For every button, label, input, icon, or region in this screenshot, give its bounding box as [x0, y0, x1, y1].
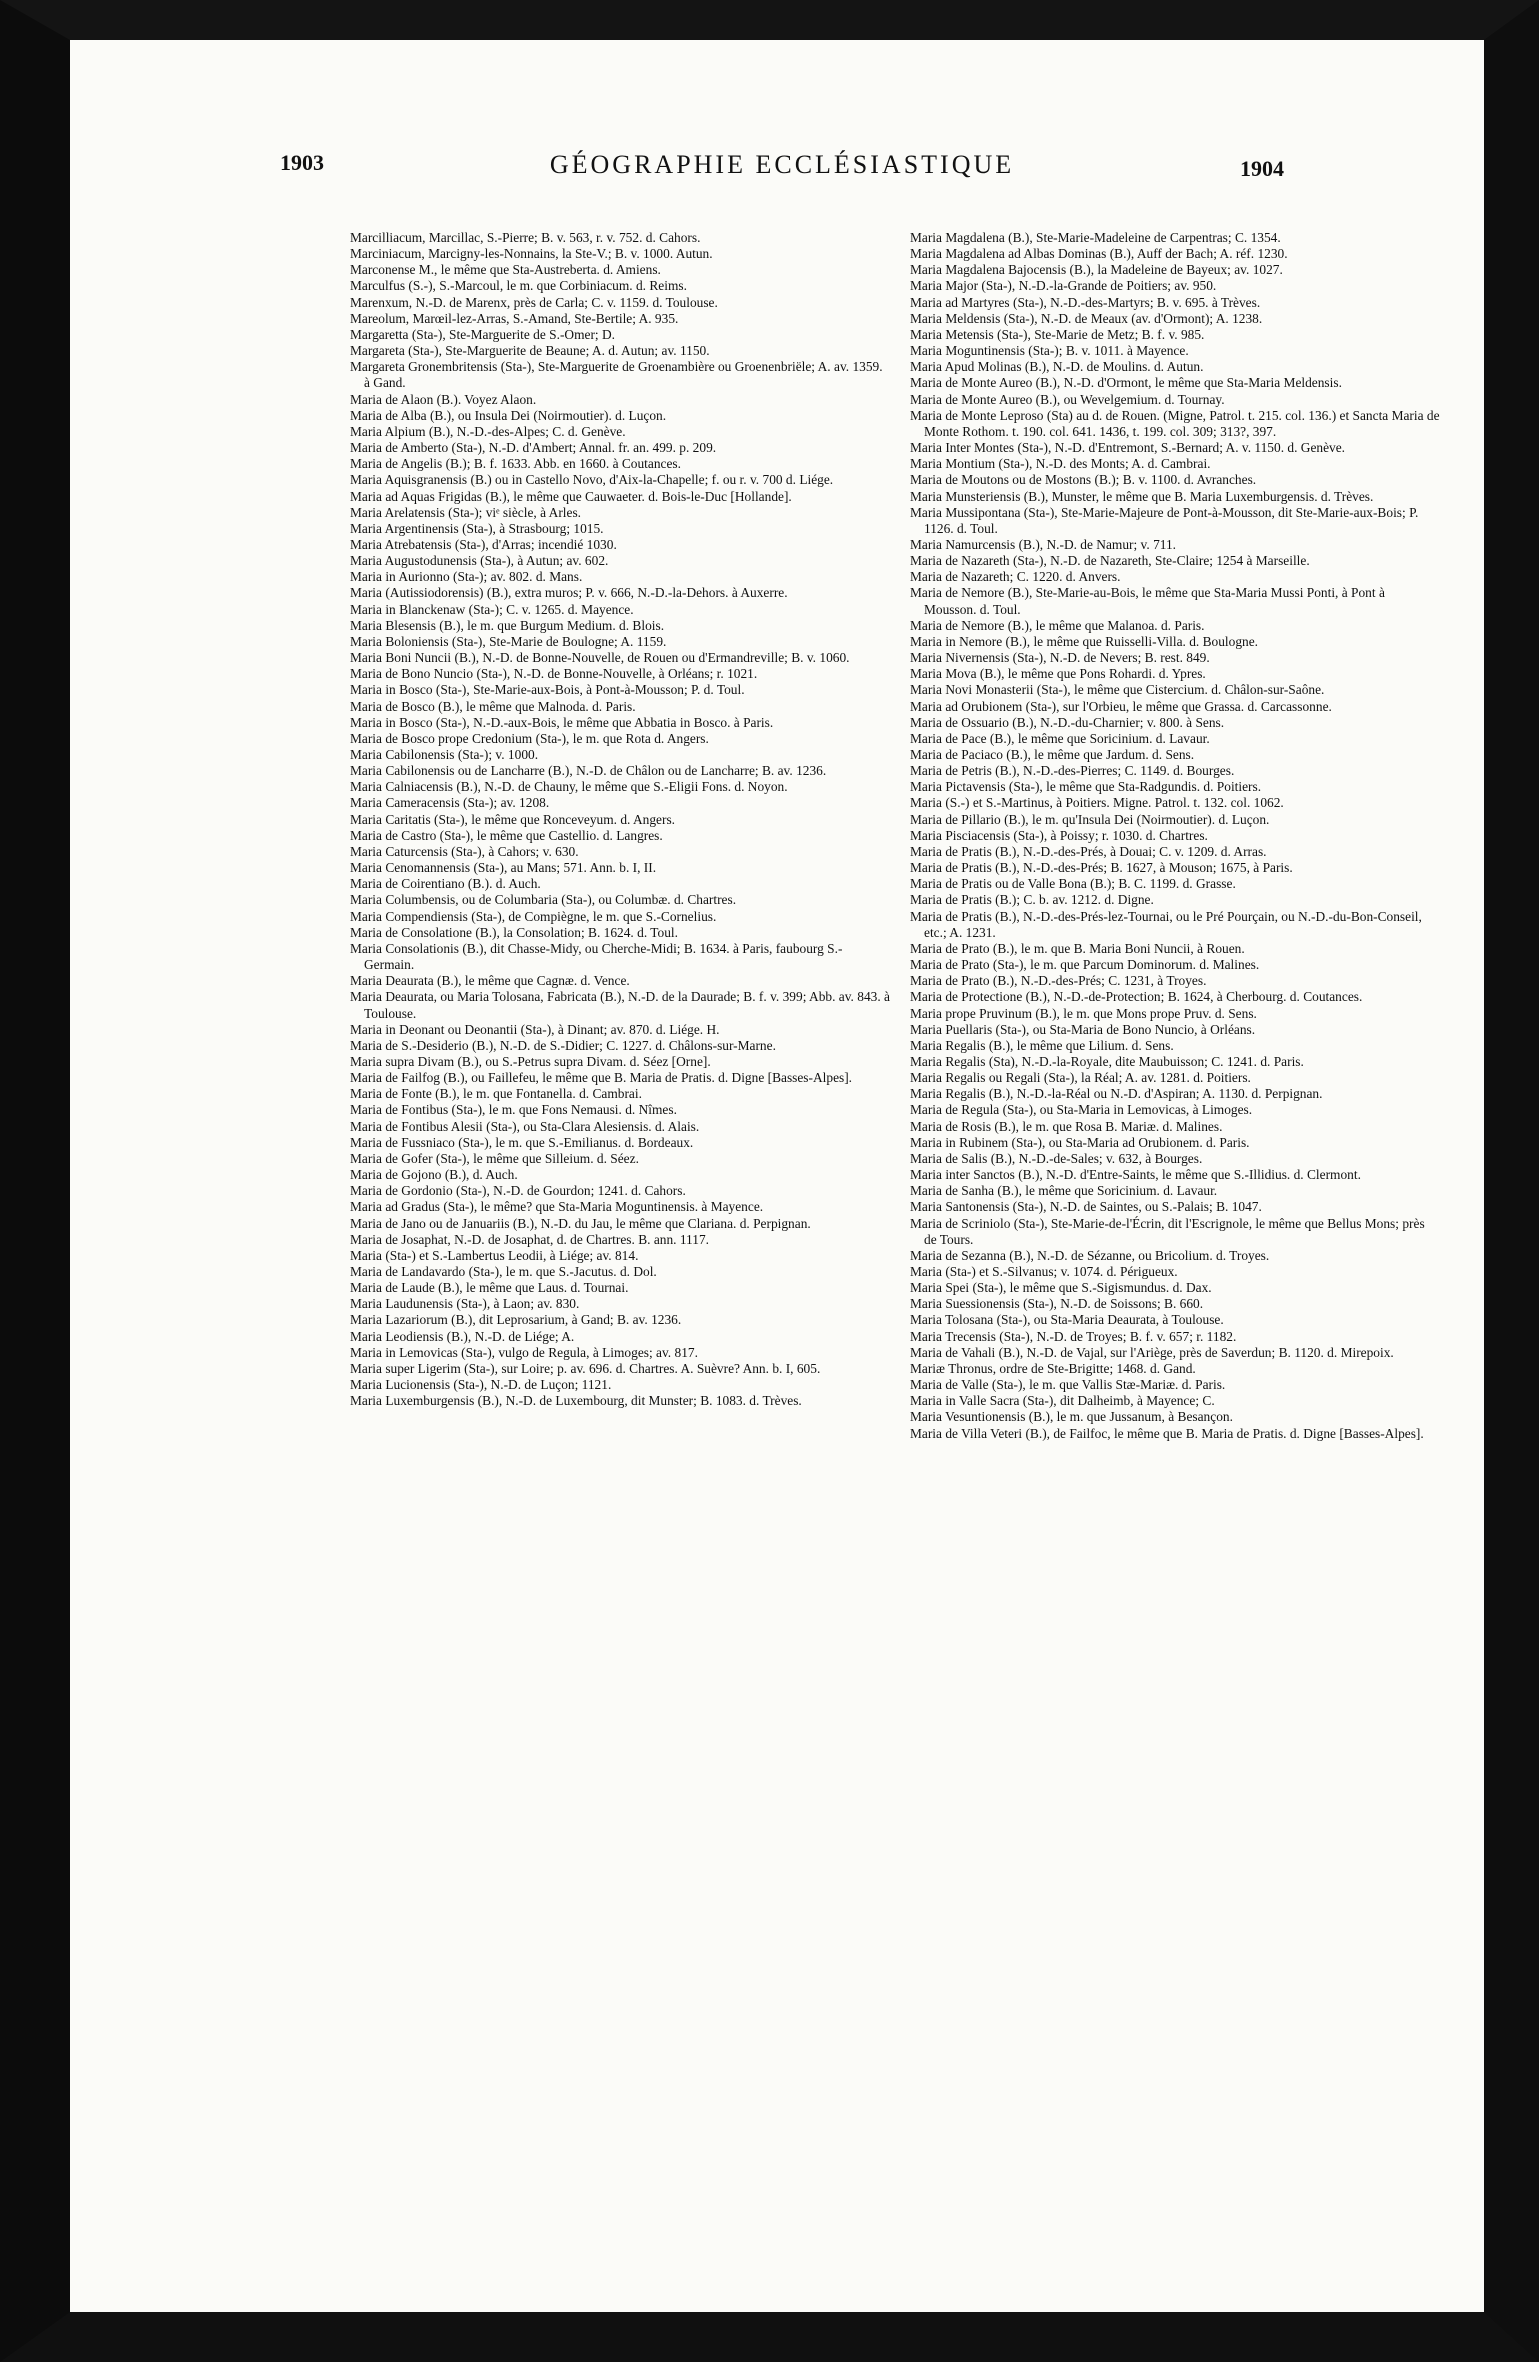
dictionary-entry: Maria Deaurata, ou Maria Tolosana, Fabricata (B.), N.-D. de la Daurade; B. f. v. 399; Abb. av. 843. à Toulouse. — [350, 989, 890, 1021]
dictionary-entry: Maria Cabilonensis (Sta-); v. 1000. — [350, 747, 539, 762]
dictionary-entry: Maria de Failfog (B.), ou Faillefeu, le même que B. Maria de Pratis. d. Digne [Basses-Alpes]. — [350, 1070, 853, 1086]
dictionary-entry: Maria Cabilonensis ou de Lancharre (B.), N.-D. de Châlon ou de Lancharre; B. av. 1236. — [350, 763, 827, 779]
dictionary-entry: Mareolum, Marœil-lez-Arras, S.-Amand, Ste-Bertile; A. 935. — [350, 310, 679, 326]
dictionary-entry: Maria Namurcensis (B.), N.-D. de Namur; v. 711. — [910, 536, 1177, 552]
dictionary-entry: Margareta Gronembritensis (Sta-), Ste-Marguerite de Groenambière ou Groenenbriële; A. av. 1359. à Gand. — [350, 359, 883, 391]
dictionary-entry: Maria Suessionensis (Sta-), N.-D. de Soissons; B. 660. — [910, 1296, 1204, 1312]
dictionary-entry: Maria Consolationis (B.), dit Chasse-Midy, ou Cherche-Midi; B. 1634. à Paris, faubourg S.-Germain. — [350, 940, 843, 973]
dictionary-entry: Maria de Prato (Sta-), le m. que Parcum Dominorum. d. Malines. — [910, 957, 1260, 973]
dictionary-entry: Maria de Gofer (Sta-), le même que Silleium. d. Séez. — [350, 1150, 639, 1166]
dictionary-entry: Marcilliacum, Marcillac, S.-Pierre; B. v. 563, r. v. 752. d. Cahors. — [350, 230, 701, 245]
dictionary-entry: Maria de Fussniaco (Sta-), le m. que S.-Emilianus. d. Bordeaux. — [350, 1134, 694, 1150]
dictionary-entry: Maria Boloniensis (Sta-), Ste-Marie de Boulogne; A. 1159. — [350, 633, 667, 649]
dictionary-entry: Marconense M., le même que Sta-Austreberta. d. Amiens. — [350, 262, 661, 278]
dictionary-entry: Margaretta (Sta-), Ste-Marguerite de S.-Omer; D. — [350, 326, 616, 342]
dictionary-entry: Maria Inter Montes (Sta-), N.-D. d'Entremont, S.-Bernard; A. v. 1150. d. Genève. — [910, 440, 1346, 456]
dictionary-entry: Maria Puellaris (Sta-), ou Sta-Maria de Bono Nuncio, à Orléans. — [910, 1021, 1256, 1037]
dictionary-entry: Maria Mova (B.), le même que Pons Rohardi. d. Ypres. — [910, 666, 1206, 682]
dictionary-entry: Maria in Nemore (B.), le même que Ruisselli-Villa. d. Boulogne. — [910, 633, 1259, 649]
dictionary-entry: Maria Lucionensis (Sta-), N.-D. de Luçon; 1121. — [350, 1377, 612, 1393]
dictionary-entry: Maria de Pratis ou de Valle Bona (B.); B. C. 1199. d. Grasse. — [910, 876, 1236, 892]
page-number-left: 1903 — [280, 150, 324, 175]
dictionary-entry: Maria Blesensis (B.), le m. que Burgum Medium. d. Blois. — [350, 617, 665, 633]
dictionary-entry: Mariæ Thronus, ordre de Ste-Brigitte; 1468. d. Gand. — [910, 1360, 1196, 1376]
dictionary-entry: Maria Pictavensis (Sta-), le même que Sta-Radgundis. d. Poitiers. — [910, 779, 1262, 795]
dictionary-entry: Maria Munsteriensis (B.), Munster, le même que B. Maria Luxemburgensis. d. Trèves. — [910, 488, 1374, 504]
dictionary-entry: Maria Magdalena Bajocensis (B.), la Madeleine de Bayeux; av. 1027. — [910, 262, 1283, 278]
dictionary-entry: Maria de Laude (B.), le même que Laus. d. Tournai. — [350, 1280, 629, 1296]
dictionary-entry: Maria de Fonte (B.), le m. que Fontanella. d. Cambrai. — [350, 1086, 642, 1102]
dictionary-entry: Maria in Aurionno (Sta-); av. 802. d. Mans. — [350, 569, 583, 585]
dictionary-entry: Margareta (Sta-), Ste-Marguerite de Beaune; A. d. Autun; av. 1150. — [350, 343, 710, 359]
running-title: GÉOGRAPHIE ECCLÉSIASTIQUE — [549, 150, 1015, 179]
dictionary-entry: Maria de Pratis (B.), N.-D.-des-Prés; B. 1627, à Mouson; 1675, à Paris. — [910, 860, 1293, 876]
dictionary-entry: Maria de Valle (Sta-), le m. que Vallis Stæ-Mariæ. d. Paris. — [910, 1377, 1226, 1393]
dictionary-entry: Maria de Fontibus Alesii (Sta-), ou Sta-Clara Alesiensis. d. Alais. — [350, 1118, 700, 1134]
dictionary-entry: Maria Spei (Sta-), le même que S.-Sigismundus. d. Dax. — [910, 1280, 1212, 1296]
left-column — [350, 230, 890, 1409]
dictionary-entry: Maria Metensis (Sta-), Ste-Marie de Metz; B. f. v. 985. — [910, 326, 1205, 342]
dictionary-entry: Maria de Nazareth; C. 1220. d. Anvers. — [910, 569, 1121, 585]
dictionary-entry: Maria Magdalena ad Albas Dominas (B.), Auff der Bach; A. réf. 1230. — [910, 246, 1288, 262]
dictionary-entry: Maria de Bosco (B.), le même que Malnoda. d. Paris. — [350, 698, 636, 714]
dictionary-entry: Maria ad Gradus (Sta-), le même? que Sta-Maria Moguntinensis. à Mayence. — [350, 1199, 764, 1215]
dictionary-entry: Maria de Bono Nuncio (Sta-), N.-D. de Bonne-Nouvelle, à Orléans; r. 1021. — [350, 666, 758, 682]
dictionary-entry: Maria de S.-Desiderio (B.), N.-D. de S.-Didier; C. 1227. d. Châlons-sur-Marne. — [350, 1037, 776, 1053]
dictionary-entry: Maria de Pratis (B.), N.-D.-des-Prés-lez-Tournai, ou le Pré Pourçain, ou N.-D.-du-Bon-Conseil, etc.; A. 1231. — [910, 908, 1422, 940]
dictionary-entry: Maria ad Aquas Frigidas (B.), le même que Cauwaeter. d. Bois-le-Duc [Hollande]. — [350, 488, 792, 504]
dictionary-entry: Marenxum, N.-D. de Marenx, près de Carla; C. v. 1159. d. Toulouse. — [350, 294, 718, 310]
dictionary-entry: Maria in Bosco (Sta-), Ste-Marie-aux-Bois, à Pont-à-Mousson; P. d. Toul. — [350, 682, 745, 698]
page-number-right: 1904 — [1240, 156, 1284, 181]
dictionary-entry: Maria de Monte Leproso (Sta) au d. de Rouen. (Migne, Patrol. t. 215. col. 136.) et Sancta Maria de Monte Rothom. t. 190. col. 641. 1436, t. 199. col. 309; 313?, 397. — [910, 407, 1440, 439]
dictionary-entry: Maria Luxemburgensis (B.), N.-D. de Luxembourg, dit Munster; B. 1083. d. Trèves. — [350, 1393, 802, 1409]
dictionary-entry: Maria (Sta-) et S.-Silvanus; v. 1074. d. Périgueux. — [910, 1264, 1178, 1279]
dictionary-entry: Maria de Nemore (B.), Ste-Marie-au-Bois, le même que Sta-Maria Mussi Ponti, à Pont à Mousson. d. Toul. — [910, 585, 1385, 617]
dictionary-entry: Maria (Sta-) et S.-Lambertus Leodii, à Liége; av. 814. — [350, 1247, 639, 1263]
dictionary-entry: Maria in Bosco (Sta-), N.-D.-aux-Bois, le même que Abbatia in Bosco. à Paris. — [350, 714, 774, 730]
dictionary-entry: Maria de Alba (B.), ou Insula Dei (Noirmoutier). d. Luçon. — [350, 407, 667, 423]
dictionary-entry: Maria Laudunensis (Sta-), à Laon; av. 830. — [350, 1296, 580, 1312]
dictionary-entry: Maria Compendiensis (Sta-), de Compiègne, le m. que S.-Cornelius. — [350, 908, 717, 924]
dictionary-entry: Maria de Alaon (B.). Voyez Alaon. — [350, 391, 537, 407]
dictionary-entry: Maria de Consolatione (B.), la Consolation; B. 1624. d. Toul. — [350, 924, 678, 940]
dictionary-entry: Maria de Sanha (B.), le même que Soricinium. d. Lavaur. — [910, 1183, 1218, 1199]
dictionary-entry: Maria de Gojono (B.), d. Auch. — [350, 1167, 518, 1183]
dictionary-entry: Maria Atrebatensis (Sta-), d'Arras; incendié 1030. — [350, 536, 617, 552]
dictionary-entry: Maria Major (Sta-), N.-D.-la-Grande de Poitiers; av. 950. — [910, 278, 1217, 294]
dictionary-entry: Maria de Castro (Sta-), le même que Castellio. d. Langres. — [350, 827, 663, 843]
dictionary-entry: Maria Tolosana (Sta-), ou Sta-Maria Deaurata, à Toulouse. — [910, 1312, 1224, 1328]
dictionary-entry: Maria de Rosis (B.), le m. que Rosa B. Mariæ. d. Malines. — [910, 1118, 1223, 1134]
dictionary-entry: Maria Regalis (B.), N.-D.-la-Réal ou N.-D. d'Aspiran; A. 1130. d. Perpignan. — [910, 1086, 1323, 1102]
dictionary-entry: Maria Cameracensis (Sta-); av. 1208. — [350, 795, 550, 811]
dictionary-entry: Maria Calniacensis (B.), N.-D. de Chauny, le même que S.-Eligii Fons. d. Noyon. — [350, 779, 788, 795]
dictionary-entry: Maria de Pillario (B.), le m. qu'Insula Dei (Noirmoutier). d. Luçon. — [910, 811, 1270, 827]
dictionary-entry: Maria supra Divam (B.), ou S.-Petrus supra Divam. d. Séez [Orne]. — [350, 1053, 711, 1069]
dictionary-entry: Maria in Deonant ou Deonantii (Sta-), à Dinant; av. 870. d. Liége. H. — [350, 1021, 720, 1037]
dictionary-entry: Maria de Vahali (B.), N.-D. de Vajal, sur l'Ariège, près de Saverdun; B. 1120. d. Mirepoix. — [910, 1344, 1394, 1360]
dictionary-entry: Maria in Valle Sacra (Sta-), dit Dalheimb, à Mayence; C. — [910, 1393, 1215, 1409]
dictionary-entry: Maria Meldensis (Sta-), N.-D. de Meaux (av. d'Ormont); A. 1238. — [910, 310, 1263, 326]
dictionary-entry: Maria de Monte Aureo (B.), ou Wevelgemium. d. Tournay. — [910, 391, 1225, 407]
dictionary-entry: Maria Argentinensis (Sta-), à Strasbourg; 1015. — [350, 520, 604, 536]
dictionary-entry: Maria (S.-) et S.-Martinus, à Poitiers. Migne. Patrol. t. 132. col. 1062. — [910, 795, 1284, 811]
dictionary-entry: Maria Mussipontana (Sta-), Ste-Marie-Majeure de Pont-à-Mousson, dit Ste-Marie-aux-Bois; P. 1126. d. Toul. — [910, 504, 1419, 536]
dictionary-entry: Maria de Gordonio (Sta-), N.-D. de Gourdon; 1241. d. Cahors. — [350, 1183, 686, 1199]
dictionary-entry: Maria Vesuntionensis (B.), le m. que Jussanum, à Besançon. — [910, 1409, 1233, 1425]
dictionary-entry: Maria de Pratis (B.); C. b. av. 1212. d. Digne. — [910, 892, 1154, 908]
dictionary-entry: Maria de Nemore (B.), le même que Malanoa. d. Paris. — [910, 617, 1205, 633]
dictionary-entry: Maria ad Martyres (Sta-), N.-D.-des-Martyrs; B. v. 695. à Trèves. — [910, 294, 1261, 310]
dictionary-entry: Maria Regalis ou Regali (Sta-), la Réal; A. av. 1281. d. Poitiers. — [910, 1070, 1251, 1086]
dictionary-entry: Maria de Jano ou de Januariis (B.), N.-D. du Jau, le même que Clariana. d. Perpignan. — [350, 1215, 811, 1231]
dictionary-entry: Marculfus (S.-), S.-Marcoul, le m. que Corbiniacum. d. Reims. — [350, 278, 687, 294]
page-header — [280, 150, 1284, 200]
dictionary-entry: Maria Regalis (B.), le même que Lilium. d. Sens. — [910, 1037, 1174, 1053]
dictionary-entry: Maria de Scriniolo (Sta-), Ste-Marie-de-l'Écrin, dit l'Escrignole, le même que Bellus Mons; près de Tours. — [910, 1215, 1425, 1247]
dictionary-entry: Maria de Salis (B.), N.-D.-de-Sales; v. 632, à Bourges. — [910, 1150, 1203, 1166]
dictionary-entry: Maria de Regula (Sta-), ou Sta-Maria in Lemovicas, à Limoges. — [910, 1102, 1253, 1118]
dictionary-entry: Maria de Villa Veteri (B.), de Failfoc, le même que B. Maria de Pratis. d. Digne [Basses-Alpes]. — [910, 1425, 1424, 1441]
dictionary-entry: Maria de Pratis (B.), N.-D.-des-Prés, à Douai; C. v. 1209. d. Arras. — [910, 843, 1267, 859]
dictionary-entry: Maria Caritatis (Sta-), le même que Ronceveyum. d. Angers. — [350, 811, 676, 827]
dictionary-entry: Maria de Monte Aureo (B.), N.-D. d'Ormont, le même que Sta-Maria Meldensis. — [910, 375, 1342, 391]
dictionary-entry: Maria de Josaphat, N.-D. de Josaphat, d. de Chartres. B. ann. 1117. — [350, 1231, 709, 1247]
dictionary-entry: Maria Regalis (Sta), N.-D.-la-Royale, dite Maubuisson; C. 1241. d. Paris. — [910, 1053, 1304, 1069]
dictionary-entry: Maria Augustodunensis (Sta-), à Autun; av. 602. — [350, 553, 609, 569]
dictionary-entry: Maria de Petris (B.), N.-D.-des-Pierres; C. 1149. d. Bourges. — [910, 763, 1235, 779]
dictionary-entry: Maria Lazariorum (B.), dit Leprosarium, à Gand; B. av. 1236. — [350, 1312, 682, 1328]
dictionary-entry: Maria in Rubinem (Sta-), ou Sta-Maria ad Orubionem. d. Paris. — [910, 1134, 1250, 1150]
dictionary-entry: Maria de Moutons ou de Mostons (B.); B. v. 1100. d. Avranches. — [910, 472, 1257, 488]
dictionary-entry: Maria ad Orubionem (Sta-), sur l'Orbieu, le même que Grassa. d. Carcassonne. — [910, 698, 1332, 714]
dictionary-entry: Maria de Protectione (B.), N.-D.-de-Protection; B. 1624, à Cherbourg. d. Coutances. — [910, 989, 1363, 1005]
dictionary-entry: Maria Moguntinensis (Sta-); B. v. 1011. à Mayence. — [910, 343, 1189, 359]
dictionary-entry: Maria in Lemovicas (Sta-), vulgo de Regula, à Limoges; av. 817. — [350, 1344, 698, 1360]
dictionary-entry: Maria Arelatensis (Sta-); viᵉ siècle, à Arles. — [350, 504, 582, 520]
dictionary-entry: Maria de Nazareth (Sta-), N.-D. de Nazareth, Ste-Claire; 1254 à Marseille. — [910, 553, 1310, 569]
dictionary-entry: Marciniacum, Marcigny-les-Nonnains, la Ste-V.; B. v. 1000. Autun. — [350, 246, 713, 262]
dictionary-entry: Maria Nivernensis (Sta-), N.-D. de Nevers; B. rest. 849. — [910, 650, 1210, 666]
dictionary-entry: Maria inter Sanctos (B.), N.-D. d'Entre-Saints, le même que S.-Illidius. d. Clermont. — [910, 1167, 1361, 1183]
dictionary-entry: Maria Leodiensis (B.), N.-D. de Liége; A. — [350, 1328, 575, 1344]
dictionary-entry: Maria Deaurata (B.), le même que Cagnæ. d. Vence. — [350, 973, 630, 989]
dictionary-entry: Maria de Pace (B.), le même que Soricinium. d. Lavaur. — [910, 730, 1210, 746]
dictionary-entry: Maria Trecensis (Sta-), N.-D. de Troyes; B. f. v. 657; r. 1182. — [910, 1328, 1237, 1344]
dictionary-entry: Maria Caturcensis (Sta-), à Cahors; v. 630. — [350, 843, 579, 859]
dictionary-entry: Maria de Paciaco (B.), le même que Jardum. d. Sens. — [910, 747, 1195, 762]
dictionary-entry: Maria Apud Molinas (B.), N.-D. de Moulins. d. Autun. — [910, 359, 1204, 375]
dictionary-entry: Maria de Ossuario (B.), N.-D.-du-Charnier; v. 800. à Sens. — [910, 714, 1225, 730]
dictionary-entry: Maria de Bosco prope Credonium (Sta-), le m. que Rota d. Angers. — [350, 730, 709, 746]
dictionary-entry: Maria super Ligerim (Sta-), sur Loire; p. av. 696. d. Chartres. A. Suèvre? Ann. b. I, 605. — [350, 1360, 821, 1376]
dictionary-entry: Maria de Coirentiano (B.). d. Auch. — [350, 876, 541, 892]
dictionary-entry: Maria Cenomannensis (Sta-), au Mans; 571. Ann. b. I, II. — [350, 860, 657, 876]
dictionary-entry: Maria Montium (Sta-), N.-D. des Monts; A. d. Cambrai. — [910, 456, 1211, 472]
dictionary-entry: Maria de Angelis (B.); B. f. 1633. Abb. en 1660. à Coutances. — [350, 456, 681, 472]
dictionary-entry: Maria de Sezanna (B.), N.-D. de Sézanne, ou Bricolium. d. Troyes. — [910, 1247, 1270, 1263]
dictionary-entry: Maria Magdalena (B.), Ste-Marie-Madeleine de Carpentras; C. 1354. — [910, 230, 1281, 245]
dictionary-entry: Maria de Fontibus (Sta-), le m. que Fons Nemausi. d. Nîmes. — [350, 1102, 677, 1118]
dictionary-entry: Maria Boni Nuncii (B.), N.-D. de Bonne-Nouvelle, de Rouen ou d'Ermandreville; B. v. 1060. — [350, 650, 850, 666]
dictionary-entry: Maria prope Pruvinum (B.), le m. que Mons prope Pruv. d. Sens. — [910, 1005, 1257, 1021]
dictionary-entry: Maria Pisciacensis (Sta-), à Poissy; r. 1030. d. Chartres. — [910, 827, 1208, 843]
dictionary-entry: Maria de Prato (B.), N.-D.-des-Prés; C. 1231, à Troyes. — [910, 973, 1207, 989]
dictionary-entry: Maria Santonensis (Sta-), N.-D. de Saintes, ou S.-Palais; B. 1047. — [910, 1199, 1262, 1215]
dictionary-entry: Maria de Landavardo (Sta-), le m. que S.-Jacutus. d. Dol. — [350, 1264, 657, 1279]
dictionary-entry: Maria de Prato (B.), le m. que B. Maria Boni Nuncii, à Rouen. — [910, 940, 1245, 956]
dictionary-entry: Maria de Amberto (Sta-), N.-D. d'Ambert; Annal. fr. an. 499. p. 209. — [350, 440, 717, 456]
right-column — [910, 230, 1440, 1442]
dictionary-entry: Maria Alpium (B.), N.-D.-des-Alpes; C. d. Genève. — [350, 423, 626, 439]
dictionary-entry: Maria Columbensis, ou de Columbaria (Sta-), ou Columbæ. d. Chartres. — [350, 892, 737, 908]
dictionary-entry: Maria Aquisgranensis (B.) ou in Castello Novo, d'Aix-la-Chapelle; f. ou r. v. 700 d. Liége. — [350, 472, 834, 488]
dictionary-entry: Maria Novi Monasterii (Sta-), le même que Cistercium. d. Châlon-sur-Saône. — [910, 682, 1325, 698]
dictionary-entry: Maria in Blanckenaw (Sta-); C. v. 1265. d. Mayence. — [350, 601, 634, 617]
dictionary-entry: Maria (Autissiodorensis) (B.), extra muros; P. v. 666, N.-D.-la-Dehors. à Auxerre. — [350, 585, 788, 601]
